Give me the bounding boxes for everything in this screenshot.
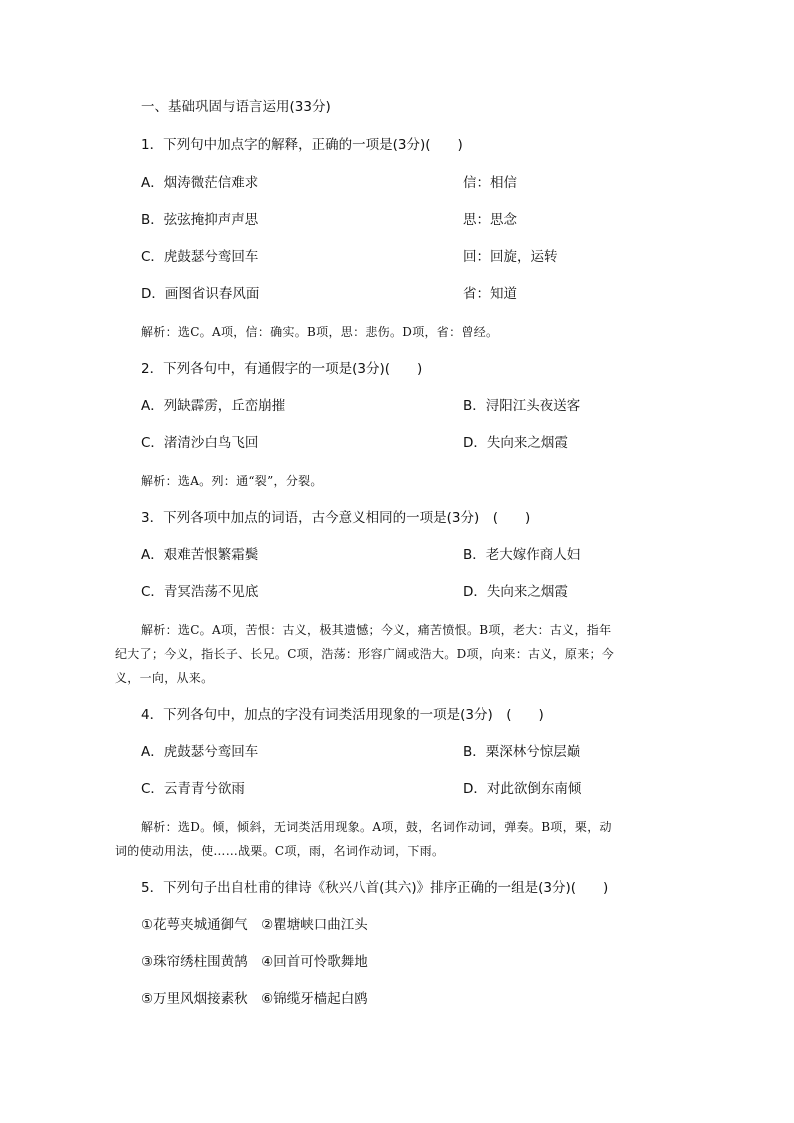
question-1-stem: 1．下列句中加点字的解释，正确的一项是(3分)( ) — [141, 137, 463, 153]
q3-analysis-line-3: 义，一向，从来。 — [115, 671, 214, 685]
section-heading: 一、基础巩固与语言运用(33分) — [141, 99, 331, 115]
q5-items-3-4: ③珠帘绣柱围黄鹄 ④回首可怜歌舞地 — [141, 954, 368, 970]
q1-gloss-b: 思：思念 — [463, 212, 517, 228]
q4-analysis-line-2: 词的使动用法，使……战栗。C项，雨，名词作动词，下雨。 — [115, 844, 445, 858]
q3-analysis-line-2: 纪大了；今义，指长子、长兄。C项，浩荡：形容广阔或浩大。D项，向来：古义，原来；今 — [115, 647, 615, 661]
q1-analysis: 解析：选C。A项，信：确实。B项，思：悲伤。D项，省：曾经。 — [141, 325, 499, 339]
q1-gloss-d: 省：知道 — [463, 286, 517, 302]
question-3-stem: 3．下列各项中加点的词语，古今意义相同的一项是(3分) ( ) — [141, 510, 531, 526]
q3-analysis-line-1: 解析：选C。A项，苦恨：古义，极其遗憾；今义，痛苦愤恨。B项，老大：古义，指年 — [141, 623, 612, 637]
q1-option-a: A．烟涛微茫信难求 — [141, 175, 259, 191]
q2-option-c: C．渚清沙白鸟飞回 — [141, 435, 259, 451]
q3-option-a: A．艰难苦恨繁霜鬓 — [141, 547, 259, 563]
question-4-stem: 4．下列各句中，加点的字没有词类活用现象的一项是(3分) ( ) — [141, 707, 544, 723]
q1-gloss-c: 回：回旋，运转 — [463, 249, 558, 265]
q4-option-a: A．虎鼓瑟兮鸾回车 — [141, 744, 259, 760]
q4-option-d: D．对此欲倒东南倾 — [463, 781, 582, 797]
q4-option-b: B．栗深林兮惊层巅 — [463, 744, 581, 760]
q2-analysis: 解析：选A。列：通“裂”，分裂。 — [141, 474, 323, 488]
q5-items-5-6: ⑤万里风烟接素秋 ⑥锦缆牙樯起白鸥 — [141, 991, 368, 1007]
q1-option-b: B．弦弦掩抑声声思 — [141, 212, 259, 228]
q1-option-c: C．虎鼓瑟兮鸾回车 — [141, 249, 259, 265]
q3-option-b: B．老大嫁作商人妇 — [463, 547, 581, 563]
q5-items-1-2: ①花萼夹城通御气 ②瞿塘峡口曲江头 — [141, 917, 368, 933]
question-2-stem: 2．下列各句中，有通假字的一项是(3分)( ) — [141, 361, 423, 377]
q3-option-c: C．青冥浩荡不见底 — [141, 584, 259, 600]
q2-option-d: D．失向来之烟霞 — [463, 435, 568, 451]
q1-option-d: D．画图省识春风面 — [141, 286, 260, 302]
q2-option-a: A．列缺霹雳，丘峦崩摧 — [141, 398, 286, 414]
q2-option-b: B．浔阳江头夜送客 — [463, 398, 581, 414]
q4-analysis-line-1: 解析：选D。倾，倾斜，无词类活用现象。A项，鼓，名词作动词，弹奏。B项，栗，动 — [141, 820, 612, 834]
q4-option-c: C．云青青兮欲雨 — [141, 781, 245, 797]
question-5-stem: 5．下列句子出自杜甫的律诗《秋兴八首(其六)》排序正确的一组是(3分)( ) — [141, 880, 609, 896]
q1-gloss-a: 信：相信 — [463, 175, 517, 191]
q3-option-d: D．失向来之烟霞 — [463, 584, 568, 600]
